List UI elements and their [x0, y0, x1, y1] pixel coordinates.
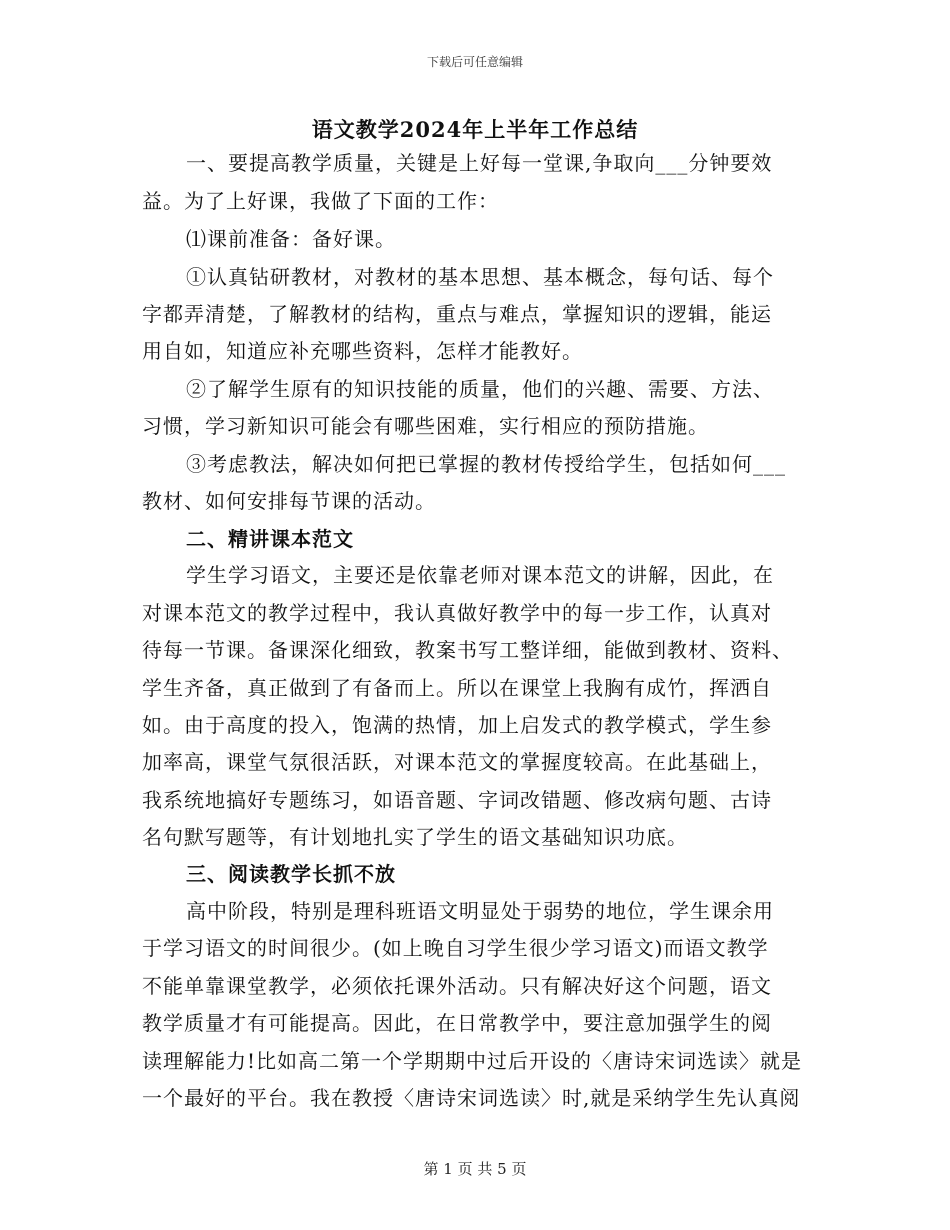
paragraph-line: 一个最好的平台。我在教授〈唐诗宋词选读〉时,就是采纳学生先认真阅: [142, 1086, 801, 1110]
paragraph-line: 名句默写题等，有计划地扎实了学生的语文基础知识功底。: [142, 825, 688, 849]
paragraph-line: 如。由于高度的投入，饱满的热情，加上启发式的教学模式，学生参: [142, 713, 772, 737]
paragraph-line: ①认真钻研教材，对教材的基本思想、基本概念，每句话、每个: [186, 265, 774, 289]
paragraph-line: 教材、如何安排每节课的活动。: [142, 489, 436, 513]
paragraph-line: 字都弄清楚，了解教材的结构，重点与难点，掌握知识的逻辑，能运: [142, 302, 772, 326]
paragraph-line: ②了解学生原有的知识技能的质量，他们的兴趣、需要、方法、: [186, 377, 774, 401]
paragraph-line: ③考虑教法，解决如何把已掌握的教材传授给学生，包括如何___: [186, 452, 786, 476]
paragraph-line: 学生齐备，真正做到了有备而上。所以在课堂上我胸有成竹，挥洒自: [142, 676, 772, 700]
paragraph-line: 加率高，课堂气氛很活跃，对课本范文的掌握度较高。在此基础上，: [142, 750, 772, 774]
paragraph-line: 一、要提高教学质量，关键是上好每一堂课,争取向___分钟要效: [186, 151, 773, 175]
paragraph-line: 教学质量才有可能提高。因此，在日常教学中，要注意加强学生的阅: [142, 1011, 772, 1035]
document-title: 语文教学2024年上半年工作总结: [311, 117, 639, 142]
paragraph-line: 用自如，知道应补充哪些资料，怎样才能教好。: [142, 339, 583, 363]
paragraph-line: 高中阶段，特别是理科班语文明显处于弱势的地位，学生课余用: [186, 899, 774, 923]
paragraph-line: 我系统地搞好专题练习，如语音题、字词改错题、修改病句题、古诗: [142, 788, 772, 812]
paragraph-line: 对课本范文的教学过程中，我认真做好教学中的每一步工作，认真对: [142, 601, 772, 625]
paragraph-line: ⑴课前准备：备好课。: [186, 227, 396, 251]
paragraph-line: 不能单靠课堂教学，必须依托课外活动。只有解决好这个问题，语文: [142, 974, 772, 998]
paragraph-line: 学生学习语文，主要还是依靠老师对课本范文的讲解，因此，在: [186, 563, 774, 587]
section-heading: 二、精讲课本范文: [186, 527, 354, 551]
page-number: 第 1 页 共 5 页: [423, 1160, 527, 1178]
paragraph-line: 读理解能力!比如高二第一个学期期中过后开设的〈唐诗宋词选读〉就是: [142, 1049, 803, 1073]
section-heading: 三、阅读教学长抓不放: [186, 862, 396, 886]
paragraph-line: 习惯，学习新知识可能会有哪些困难，实行相应的预防措施。: [142, 414, 709, 438]
header-note: 下载后可任意编辑: [426, 55, 523, 69]
paragraph-line: 待每一节课。备课深化细致，教案书写工整详细，能做到教材、资料、: [142, 638, 793, 662]
paragraph-line: 益。为了上好课，我做了下面的工作：: [142, 189, 499, 213]
paragraph-line: 于学习语文的时间很少。(如上晚自习学生很少学习语文)而语文教学: [142, 936, 769, 960]
